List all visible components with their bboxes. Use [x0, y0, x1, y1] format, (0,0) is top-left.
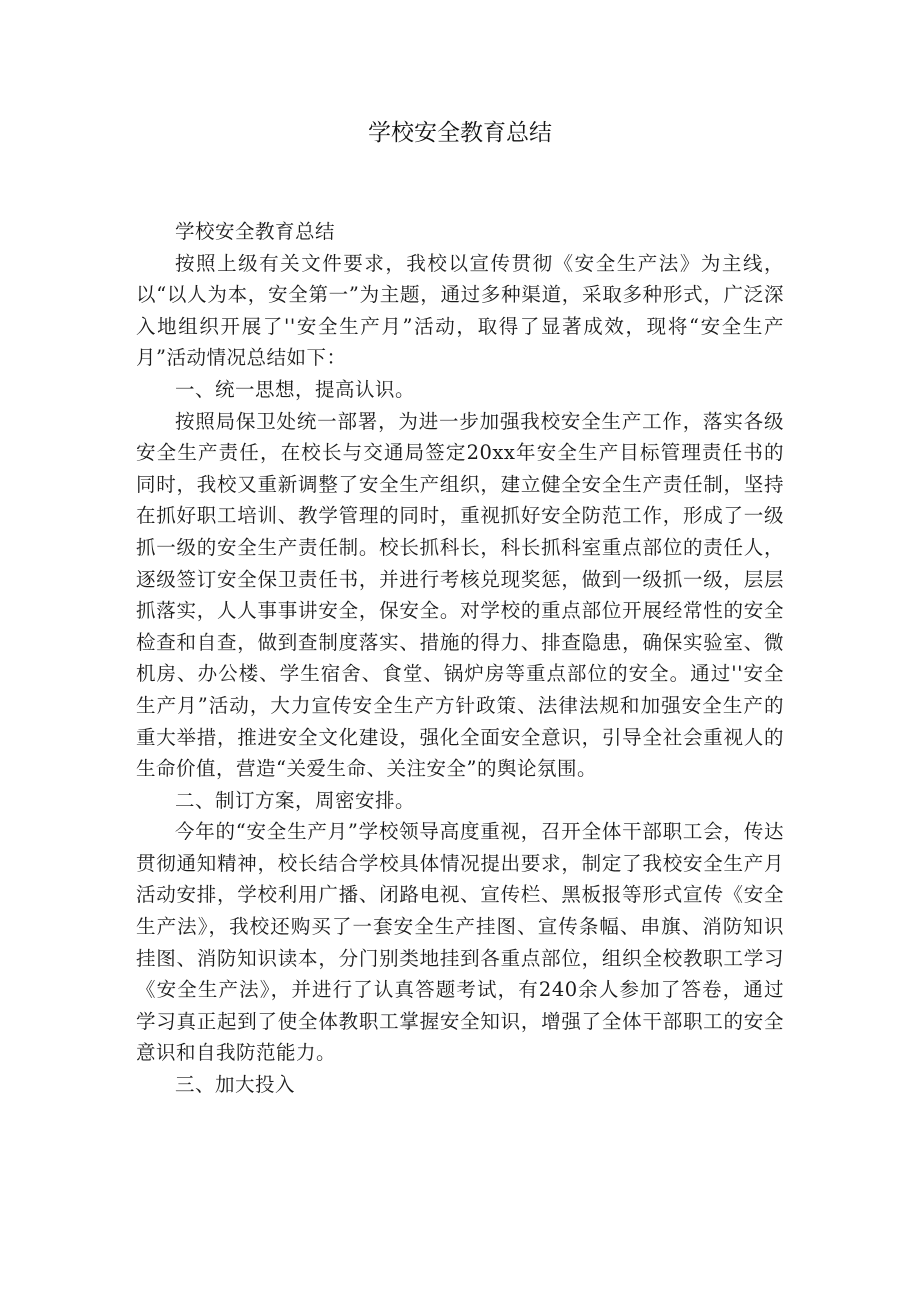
section-heading-2: 二、制订方案，周密安排。 [175, 788, 416, 812]
document-body [136, 216, 784, 1101]
section-heading-1: 一、统一思想，提高认识。 [175, 377, 416, 401]
section-paragraph-2: 今年的“安全生产月”学校领导高度重视，召开全体干部职工会，传达贯彻通知精神，校长结合学校具体情况提出要求，制定了我校安全生产月活动安排，学校利用广播、闭路电视、宣传栏、黑板报等形式宣传《安全生产法》，我校还购买了一套安全生产挂图、宣传条幅、串旗、消防知识挂图、消防知识读本，分门别类地挂到各重点部位，组织全校教职工学习《安全生产法》，并进行了认真答题考试，有240余人参加了答卷，通过学习真正起到了使全体教职工掌握安全知识，增强了全体干部职工的安全意识和自我防范能力。 [136, 820, 784, 1065]
section-paragraph-1: 按照局保卫处统一部署，为进一步加强我校安全生产工作，落实各级安全生产责任，在校长与交通局签定20xx年安全生产目标管理责任书的同时，我校又重新调整了安全生产组织，建立健全安全生产责任制，坚持在抓好职工培训、教学管理的同时，重视抓好安全防范工作，形成了一级抓一级的安全生产责任制。校长抓科长，科长抓科室重点部位的责任人，逐级签订安全保卫责任书，并进行考核兑现奖惩，做到一级抓一级，层层抓落实，人人事事讲安全，保安全。对学校的重点部位开展经常性的安全检查和自查，做到查制度落实、措施的得力、排查隐患，确保实验室、微机房、办公楼、学生宿舍、食堂、锅炉房等重点部位的安全。通过''安全生产月”活动，大力宣传安全生产方针政策、法律法规和加强安全生产的重大举措，推进安全文化建设，强化全面安全意识，引导全社会重视人的生命价值，营造“关爱生命、关注安全”的舆论氛围。 [136, 409, 784, 781]
section-heading-3: 三、加大投入 [175, 1073, 296, 1097]
body-heading: 学校安全教育总结 [175, 220, 336, 243]
document-title: 学校安全教育总结 [368, 120, 552, 146]
intro-paragraph: 按照上级有关文件要求，我校以宣传贯彻《安全生产法》为主线，以“以人为本，安全第一”为主题，通过多种渠道，采取多种形式，广泛深入地组织开展了''安全生产月”活动，取得了显著成效，现将“安全生产月”活动情况总结如下： [136, 251, 784, 370]
